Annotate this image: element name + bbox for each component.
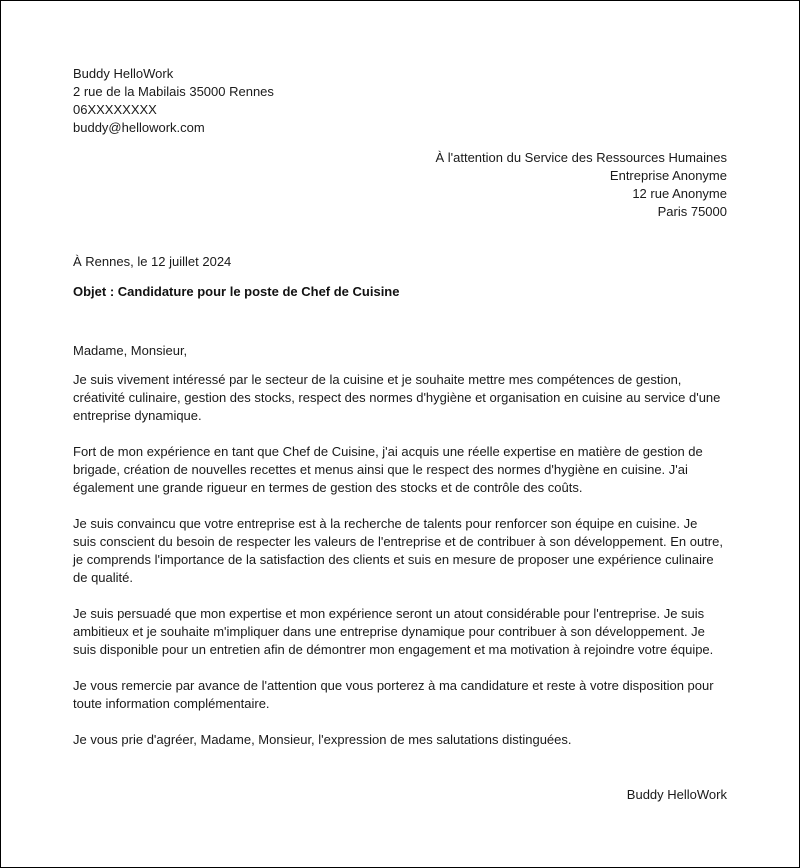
paragraph: Je vous remercie par avance de l'attention que vous porterez à ma candidature et reste à votre disposition pour toute information complémentaire. — [73, 678, 714, 711]
place-date: À Rennes, le 12 juillet 2024 — [73, 254, 232, 269]
sender-name: Buddy HelloWork — [73, 66, 174, 81]
letter-greeting: Madame, Monsieur, — [73, 343, 188, 358]
paragraph: Je suis vivement intéressé par le secteur de la cuisine et je souhaite mettre mes compétences de gestion, créativité culinaire, gestion des stocks, respect des normes d'hygiène et organisation en cuisine au service d'une entreprise dynamique. — [73, 372, 721, 423]
closing-formula: Je vous prie d'agréer, Madame, Monsieur, l'expression de mes salutations distinguées. — [73, 732, 572, 747]
paragraph: Fort de mon expérience en tant que Chef de Cuisine, j'ai acquis une réelle expertise en matière de gestion de brigade, création de nouvelles recettes et menus ainsi que le respect des normes d'hygiène en cuisine. J'ai également une grande rigueur en termes de gestion des stocks et de contrôle des coûts. — [73, 444, 703, 495]
sender-block — [73, 65, 274, 137]
sender-address: 2 rue de la Mabilais 35000 Rennes — [73, 84, 274, 99]
paragraph: Je suis persuadé que mon expertise et mon expérience seront un atout considérable pour l'entreprise. Je suis ambitieux et je souhaite m'impliquer dans une entreprise dynamique pour contribuer à son développement. Je suis disponible pour un entretien afin de démontrer mon engagement et ma motivation à rejoindre votre équipe. — [73, 606, 714, 657]
signature: Buddy HelloWork — [626, 787, 727, 802]
paragraph: Je suis convaincu que votre entreprise est à la recherche de talents pour renforcer son équipe en cuisine. Je suis conscient du besoin de respecter les valeurs de l'entreprise et de contribuer à son développement. En outre, je comprends l'importance de la satisfaction des clients et suis en mesure de proposer une expérience culinaire de qualité. — [73, 516, 723, 585]
recipient-city: Paris 75000 — [657, 204, 727, 219]
recipient-street: 12 rue Anonyme — [632, 186, 727, 201]
sender-phone: 06XXXXXXXX — [73, 102, 157, 117]
recipient-block — [435, 149, 727, 221]
sender-email: buddy@hellowork.com — [73, 120, 205, 135]
recipient-company: Entreprise Anonyme — [609, 168, 727, 183]
letter-body — [73, 342, 723, 767]
recipient-attention: À l'attention du Service des Ressources Humaines — [435, 150, 727, 165]
letter-subject: Objet : Candidature pour le poste de Chef de Cuisine — [73, 284, 400, 299]
